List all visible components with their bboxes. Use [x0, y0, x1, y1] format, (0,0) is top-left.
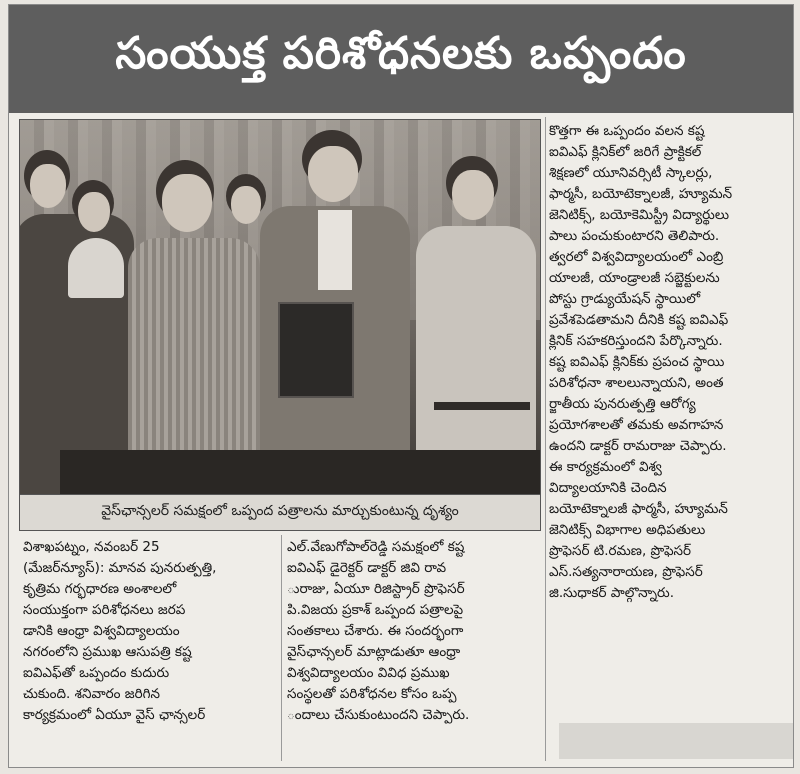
text-line: బయోటెక్నాలజీ ఫార్మసీ, హ్యూమన్	[549, 501, 728, 517]
text-line: శిక్షణలో యూనివర్సిటీ స్కాలర్లు,	[549, 165, 713, 181]
text-line: జెనిటిక్స్, బయోకెమిస్ట్రీ విద్యార్థులు	[549, 207, 730, 223]
text-line: విశాఖపట్నం, నవంబర్ 25	[23, 539, 160, 555]
text-line: జెనిటిక్స్ విభాగాల అధిపతులు	[549, 522, 706, 538]
text-line: కష్ట ఐవిఎఫ్ క్లినిక్‌కు ప్రపంచ స్థాయి	[549, 354, 725, 370]
text-line: ప్రయోగశాలతో తమకు అవగాహన	[549, 417, 724, 433]
text-line: ఐవిఎఫ్‌తో ఒప్పందం కుదురు	[23, 665, 170, 681]
text-line: డానికి ఆంధ్రా విశ్వవిద్యాలయం	[23, 623, 180, 639]
text-line: ఎస్.సత్యనారాయణ, ప్రొఫెసర్	[549, 564, 703, 580]
text-line: కృత్రిమ గర్భధారణ అంశాలలో	[23, 581, 177, 597]
text-line: త్వరలో విశ్వవిద్యాలయంలో ఎంబ్రి	[549, 249, 724, 265]
text-line: ఈ కార్యక్రమంలో విశ్వ	[549, 459, 662, 475]
article-column-right	[549, 121, 789, 604]
headline: సంయుక్త పరిశోధనలకు ఒప్పందం	[115, 28, 687, 79]
headline-band	[9, 5, 793, 113]
article-column-left	[23, 537, 279, 726]
text-line: సంతకాలు చేశారు. ఈ సందర్భంగా	[287, 623, 464, 639]
text-line: ందాలు చేసుకుంటుందని చెప్పారు.	[287, 707, 470, 723]
text-line: కొత్తగా ఈ ఒప్పందం వలన కష్ట	[549, 123, 705, 139]
text-line: కార్యక్రమంలో ఏయూ వైస్ ఛాన్సలర్	[23, 707, 206, 723]
text-line: జి.సుధాకర్ పాల్గొన్నారు.	[549, 585, 675, 601]
text-line: (మేజర్‌న్యూస్): మానవ పునరుత్పత్తి,	[23, 560, 217, 576]
text-line: ప్రొఫెసర్ టి.రమణ, ప్రొఫెసర్	[549, 543, 692, 559]
text-line: ురాజు, ఏయూ రిజిస్ట్రార్ ప్రొఫెసర్	[287, 581, 465, 597]
text-line: యాలజీ, యాండ్రాలజీ సబ్జెక్టులను	[549, 270, 720, 286]
text-line: వైస్‌ఛాన్సలర్ మాట్లాడుతూ ఆంధ్రా	[287, 644, 461, 660]
agreement-folder	[278, 302, 354, 398]
text-line: విద్యాలయానికి చెందిన	[549, 480, 667, 496]
text-line: పాలు పంచుకుంటారని తెలిపారు.	[549, 228, 720, 244]
photo-caption: వైస్‌ఛాన్సలర్ సమక్షంలో ఒప్పంద పత్రాలను మార్చుకుంటున్న దృశ్యం	[19, 495, 541, 531]
text-line: ఉందని డాక్టర్ రామరాజు చెప్పారు.	[549, 438, 727, 454]
text-line: ర్జాతీయ పునరుత్పత్తి ఆరోగ్య	[549, 396, 696, 412]
article-frame	[8, 4, 794, 768]
text-line: పరిశోధనా శాలలున్నాయని, అంత	[549, 375, 724, 391]
blank-shaded-area	[559, 723, 793, 759]
text-line: సంస్థలతో పరిశోధనల కోసం ఒప్ప	[287, 686, 457, 702]
text-line: ఫార్మసీ, బయోటెక్నాలజీ, హ్యూమన్	[549, 186, 733, 202]
text-line: చుకుంది. శనివారం జరిగిన	[23, 686, 161, 702]
photo-table	[60, 450, 540, 495]
text-line: నగరంలోని ప్రముఖ ఆసుపత్రి కష్ట	[23, 644, 192, 660]
text-line: విశ్వవిద్యాలయం వివిధ ప్రముఖ	[287, 665, 450, 681]
text-line: పి.విజయ ప్రకాశ్ ఒప్పంద పత్రాలపై	[287, 602, 464, 618]
column-divider	[545, 117, 546, 761]
text-line: సంయుక్తంగా పరిశోధనలు జరప	[23, 602, 186, 618]
text-line: ప్రవేశపెడతామని దీనికి కష్ట ఐవిఎఫ్	[549, 312, 729, 328]
text-line: ఐవిఎఫ్ క్లినిక్‌లో జరిగే ప్రాక్టికల్	[549, 144, 702, 160]
text-line: పోస్టు గ్రాడ్యుయేషన్ స్థాయిలో	[549, 291, 701, 307]
article-column-middle	[287, 537, 543, 726]
news-photo	[19, 119, 541, 495]
text-line: ఎల్.వేణుగోపాల్‌రెడ్డి సమక్షంలో కష్ట	[287, 539, 465, 555]
text-line: ఐవిఎఫ్ డైరెక్టర్ డాక్టర్ జివి రావ	[287, 560, 447, 576]
column-divider	[281, 535, 282, 761]
text-line: క్లినిక్ సహకరిస్తుందని పేర్కొన్నారు.	[549, 333, 723, 349]
